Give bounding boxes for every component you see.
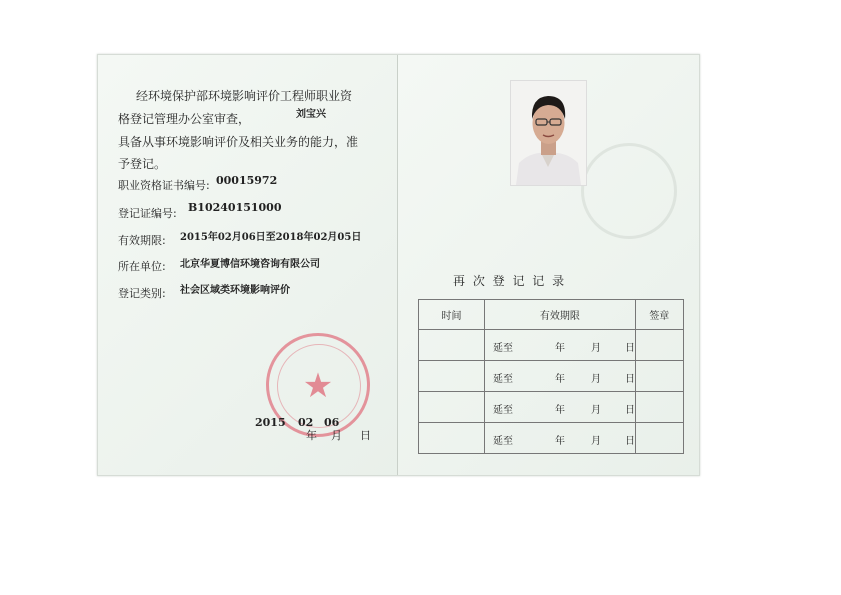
issue-day-suffix: 日 [360,429,371,442]
reg-number-label: 登记证编号: [118,207,177,220]
seal-star-icon: ★ [302,366,334,406]
month-mark: 月 [591,374,602,385]
table-row [419,423,684,454]
statement-line-3: 具备从事环境影响评价及相关业务的能力，准 [118,135,359,149]
row-validity-cell [485,392,636,423]
row-time-cell [419,361,485,392]
day-mark: 日 [625,343,636,354]
year-mark: 年 [555,436,566,447]
day-mark: 日 [625,436,636,447]
reg-number-value: B10240151000 [188,201,282,214]
row-time-cell [419,423,485,454]
issue-month: 02 [298,416,314,429]
right-page [398,55,699,475]
row-validity-cell [485,361,636,392]
month-mark: 月 [591,343,602,354]
row-signature-cell [635,361,683,392]
row-validity-cell [485,330,636,361]
day-mark: 日 [625,405,636,416]
extend-prefix: 延至 [493,436,514,447]
unit-label: 所在单位: [118,260,166,273]
table-row [419,392,684,423]
month-mark: 月 [591,436,602,447]
row-signature-cell [635,392,683,423]
extend-prefix: 延至 [493,374,514,385]
re-registration-table [418,299,684,454]
statement-line-4: 予登记。 [118,157,167,171]
unit-value: 北京华夏博信环境咨询有限公司 [180,259,320,270]
cert-number-value: 00015972 [216,174,278,187]
extend-prefix: 延至 [493,343,514,354]
header-signature: 签章 [635,300,683,330]
faded-seal-icon [581,143,677,239]
category-label: 登记类别: [118,287,166,300]
row-validity-cell [485,423,636,454]
portrait-icon [511,81,586,185]
year-mark: 年 [555,374,566,385]
issue-day: 06 [324,416,340,429]
left-page [98,55,398,475]
validity-label: 有效期限: [118,234,166,247]
statement-line-2: 格登记管理办公室审查， [118,112,251,126]
header-validity: 有效期限 [485,300,636,330]
row-signature-cell [635,330,683,361]
table-row [419,330,684,361]
year-mark: 年 [555,343,566,354]
portrait-photo [510,80,587,186]
extend-prefix: 延至 [493,405,514,416]
issue-year: 2015 [255,416,286,429]
row-time-cell [419,330,485,361]
table-header-row [419,300,684,330]
certificate-booklet [97,54,700,476]
row-signature-cell [635,423,683,454]
month-mark: 月 [591,405,602,416]
issue-year-suffix: 年 [306,429,317,442]
statement-line-1: 经环境保护部环境影响评价工程师职业资 [136,89,353,103]
validity-value: 2015年02月06日至2018年02月05日 [180,232,362,243]
table-row [419,361,684,392]
cert-number-label: 职业资格证书编号: [118,179,210,192]
record-title: 再 次 登 记 记 录 [453,274,567,288]
category-value: 社会区域类环境影响评价 [180,285,290,296]
person-name: 刘宝兴 [296,109,326,120]
row-time-cell [419,392,485,423]
day-mark: 日 [625,374,636,385]
issue-month-suffix: 月 [331,429,342,442]
year-mark: 年 [555,405,566,416]
header-time: 时间 [419,300,485,330]
